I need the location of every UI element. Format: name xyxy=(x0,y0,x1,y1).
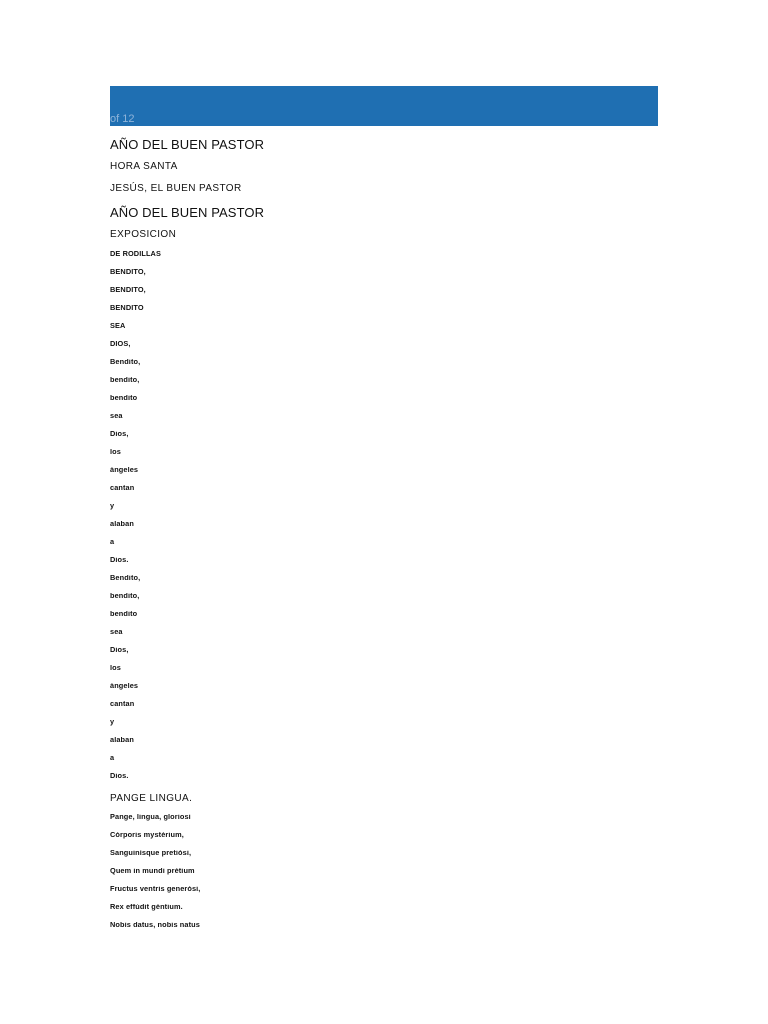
litany-line: Dios, xyxy=(110,647,129,654)
litany-line: alaban xyxy=(110,737,134,744)
litany-line: los xyxy=(110,665,121,672)
litany-line: bendito xyxy=(110,611,138,618)
litany-line: Bendito, xyxy=(110,575,141,582)
litany-line: DE RODILLAS xyxy=(110,251,161,258)
verse-line: Quem in mundi prétium xyxy=(110,868,195,875)
litany-line: sea xyxy=(110,629,123,636)
litany-line: BENDITO, xyxy=(110,287,146,294)
litany-line: SEA xyxy=(110,323,126,330)
litany-line: Dios. xyxy=(110,557,129,564)
litany-line: ángeles xyxy=(110,683,139,690)
litany-line: Dios. xyxy=(110,773,129,780)
subtitle: HORA SANTA xyxy=(110,161,178,172)
litany-line: DIOS, xyxy=(110,341,131,348)
litany-line: sea xyxy=(110,413,123,420)
litany-line: a xyxy=(110,539,115,546)
litany-line: alaban xyxy=(110,521,134,528)
section-heading-pange-lingua: PANGE LINGUA. xyxy=(110,793,193,804)
verse-line: Córporis mystérium, xyxy=(110,832,184,839)
subtitle: JESÚS, EL BUEN PASTOR xyxy=(110,183,242,194)
litany-line: Bendito, xyxy=(110,359,141,366)
page-count-text: of 12 xyxy=(110,113,135,125)
litany-line: los xyxy=(110,449,121,456)
document-title-repeat: AÑO DEL BUEN PASTOR xyxy=(110,205,265,220)
litany-line: y xyxy=(110,503,115,510)
litany-line: cantan xyxy=(110,701,135,708)
litany-line: bendito, xyxy=(110,593,140,600)
verse-line: Fructus ventris generósi, xyxy=(110,886,201,893)
litany-line: bendito xyxy=(110,395,138,402)
verse-line: Sanguinísque pretiósi, xyxy=(110,850,192,857)
litany-line: BENDITO, xyxy=(110,269,146,276)
litany-line: a xyxy=(110,755,115,762)
litany-line: bendito, xyxy=(110,377,140,384)
litany-line: ángeles xyxy=(110,467,139,474)
verse-line: Nobis datus, nobis natus xyxy=(110,922,200,929)
verse-line: Pange, lingua, gloriosi xyxy=(110,814,191,821)
litany-line: y xyxy=(110,719,115,726)
section-heading: EXPOSICION xyxy=(110,229,177,240)
document-title: AÑO DEL BUEN PASTOR xyxy=(110,137,265,152)
litany-line: cantan xyxy=(110,485,135,492)
litany-line: Dios, xyxy=(110,431,129,438)
verse-line: Rex effúdit géntium. xyxy=(110,904,183,911)
document-header-bar xyxy=(110,86,658,126)
litany-line: BENDITO xyxy=(110,305,144,312)
